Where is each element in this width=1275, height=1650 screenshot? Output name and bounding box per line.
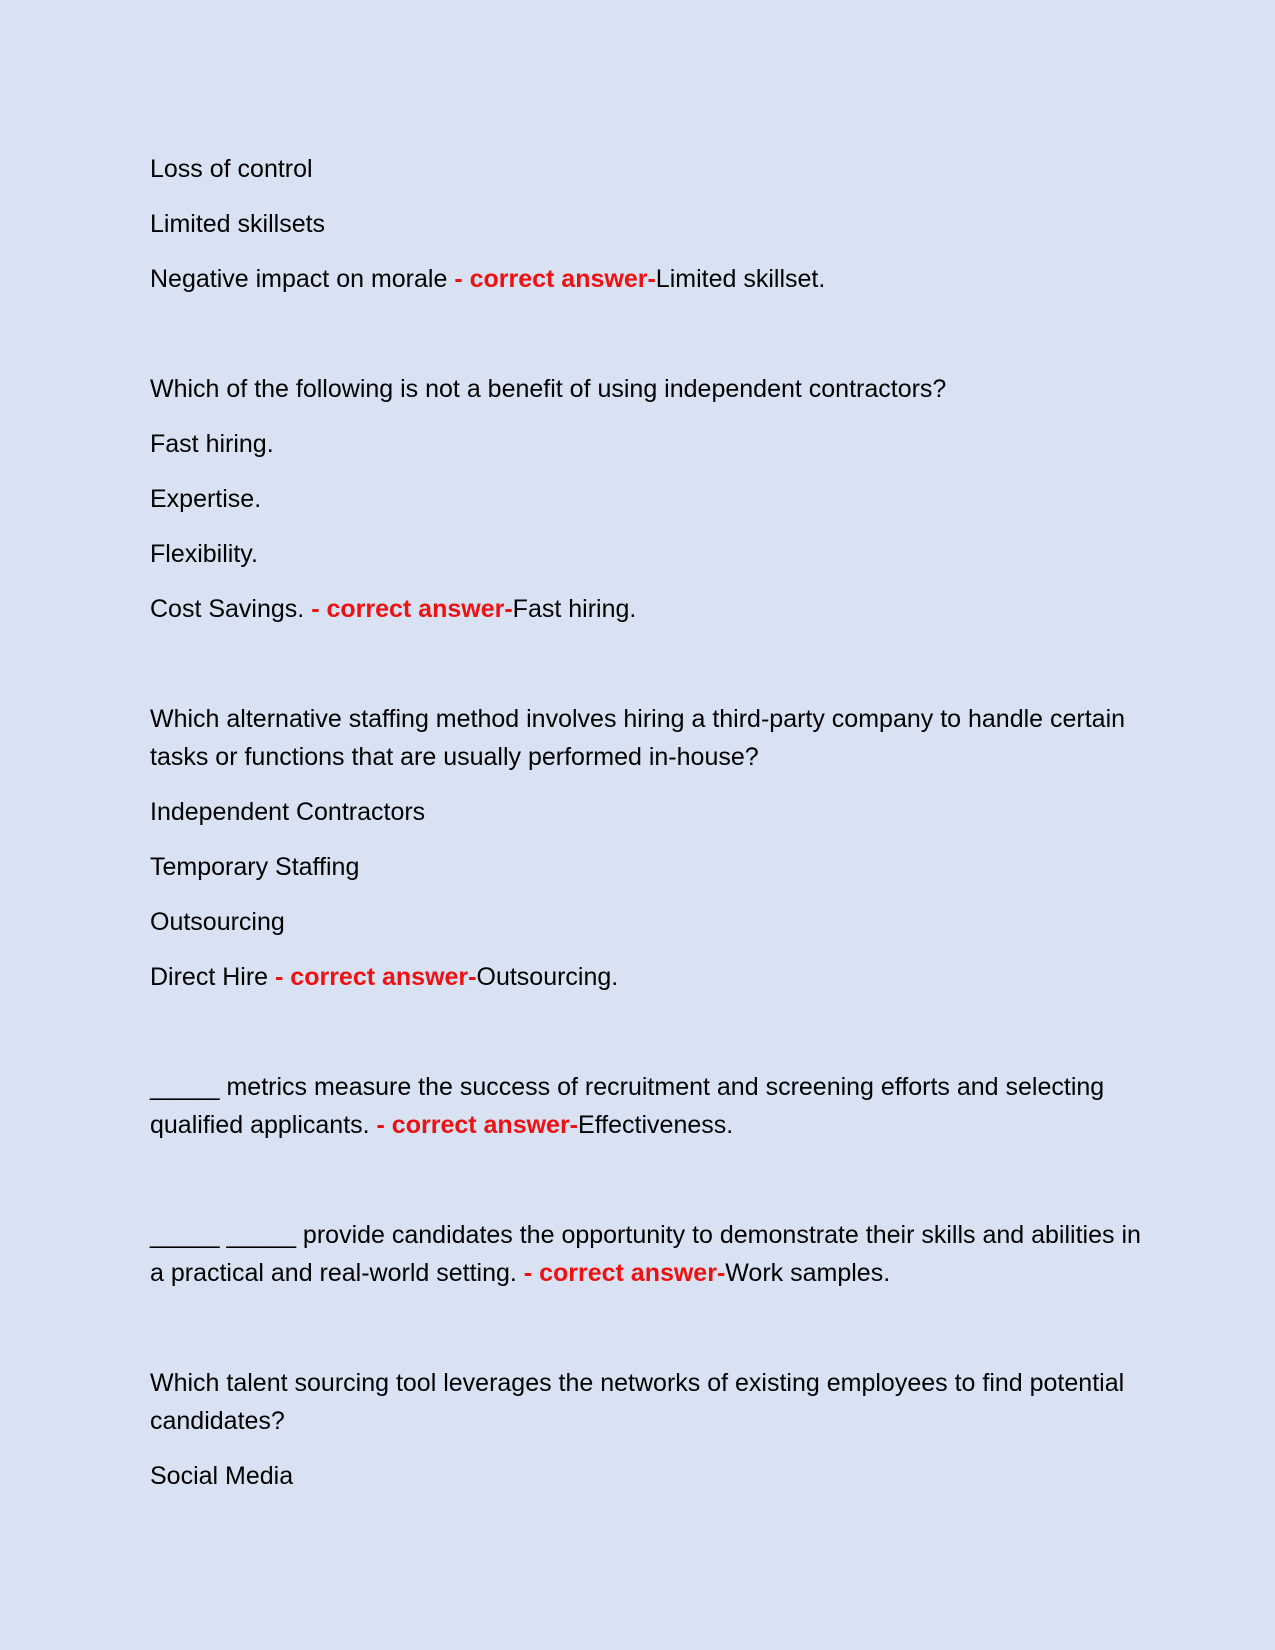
spacer — [150, 1309, 1145, 1364]
answer-option-with-answer — [150, 590, 1145, 628]
answer-option: Temporary Staffing — [150, 853, 360, 881]
correct-answer-marker: - correct answer- — [304, 595, 513, 623]
correct-answer-marker: - correct answer- — [447, 265, 656, 293]
spacer — [150, 1013, 1145, 1068]
statement-text: _____ metrics measure the success of recruitment and screening efforts and selecting qualified applicants. — [150, 1073, 1105, 1139]
answer-option: Outsourcing — [150, 908, 285, 936]
answer-option-text: Direct Hire — [150, 963, 269, 991]
correct-answer-text: Effectiveness. — [578, 1111, 734, 1139]
correct-answer-text: Work samples. — [725, 1259, 891, 1287]
question-text: Which alternative staffing method involves hiring a third-party company to handle certain tasks or functions that are usually performed in-house? — [150, 705, 1126, 771]
answer-option-with-answer — [150, 260, 1145, 298]
fill-in-statement — [150, 1068, 1145, 1144]
statement-text: _____ _____ provide candidates the opportunity to demonstrate their skills and abilities in a practical and real-world setting. — [150, 1221, 1141, 1287]
answer-option: Fast hiring. — [150, 430, 274, 458]
spacer — [150, 645, 1145, 700]
answer-option: Expertise. — [150, 485, 262, 513]
answer-option: Flexibility. — [150, 540, 258, 568]
correct-answer-marker: - correct answer- — [268, 963, 477, 991]
answer-option: Loss of control — [150, 155, 313, 183]
answer-option-with-answer — [150, 958, 1145, 996]
question-text: Which of the following is not a benefit of using independent contractors? — [150, 375, 947, 403]
answer-option: Social Media — [150, 1462, 294, 1490]
answer-option: Limited skillsets — [150, 210, 326, 238]
answer-option-text: Cost Savings. — [150, 595, 305, 623]
correct-answer-text: Outsourcing. — [476, 963, 619, 991]
correct-answer-marker: - correct answer- — [516, 1259, 726, 1287]
correct-answer-text: Limited skillset. — [655, 265, 826, 293]
correct-answer-text: Fast hiring. — [512, 595, 637, 623]
question-text: Which talent sourcing tool leverages the networks of existing employees to find potential candidates? — [150, 1369, 1125, 1435]
spacer — [150, 1161, 1145, 1216]
answer-option: Independent Contractors — [150, 798, 426, 826]
correct-answer-marker: - correct answer- — [369, 1111, 579, 1139]
spacer — [150, 315, 1145, 370]
fill-in-statement — [150, 1216, 1145, 1292]
answer-option-text: Negative impact on morale — [150, 265, 448, 293]
